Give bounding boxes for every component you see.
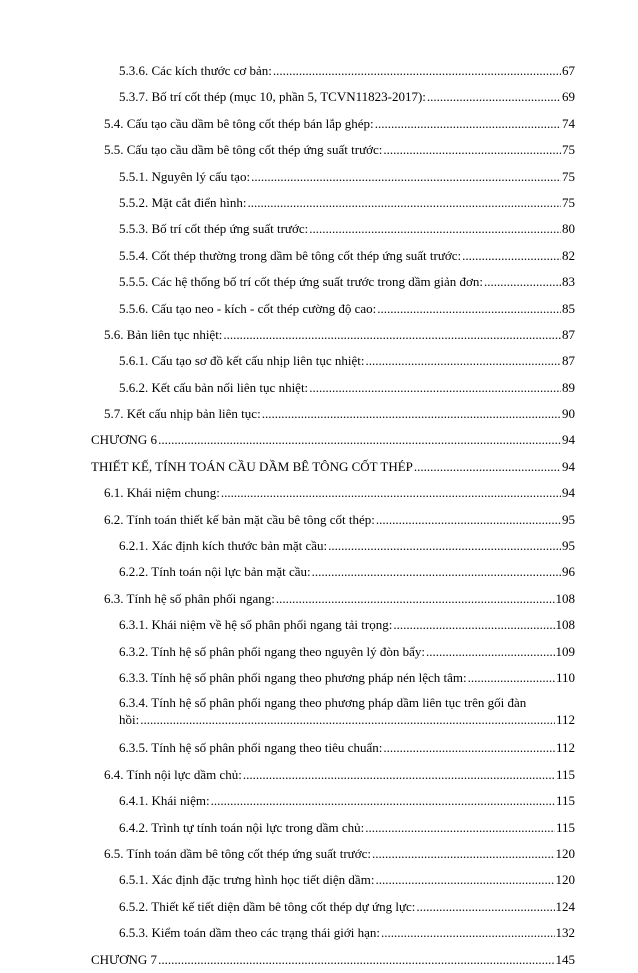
toc-entry[interactable] xyxy=(0,735,638,761)
toc-entry[interactable] xyxy=(0,762,638,788)
toc-entry[interactable] xyxy=(0,920,638,946)
toc-entry-title: 6.2.1. Xác định kích thước bản mặt cầu: xyxy=(119,538,328,554)
toc-entry[interactable] xyxy=(0,867,638,893)
toc-entry-page: 90 xyxy=(562,406,575,422)
toc-entry[interactable] xyxy=(0,296,638,322)
toc-entry-page: 87 xyxy=(562,326,575,342)
toc-entry-title: CHƯƠNG 7 xyxy=(91,951,158,967)
toc-entry[interactable] xyxy=(0,269,638,295)
toc-entry-title: 6.2. Tính toán thiết kế bản mặt cầu bê tông cốt thép: xyxy=(104,511,375,527)
toc-entry[interactable] xyxy=(0,137,638,163)
toc-entry[interactable] xyxy=(0,111,638,137)
toc-entry[interactable] xyxy=(0,164,638,190)
dot-leader xyxy=(462,243,561,269)
dot-leader xyxy=(223,322,561,348)
toc-entry[interactable] xyxy=(0,815,638,841)
toc-entry-title: 6.5. Tính toán dầm bê tông cốt thép ứng suất trước: xyxy=(104,845,371,861)
toc-entry-page: 110 xyxy=(555,669,575,685)
toc-entry[interactable] xyxy=(0,375,638,401)
toc-entry-title: 6.3. Tính hệ số phân phối ngang: xyxy=(104,590,275,606)
toc-entry[interactable] xyxy=(0,586,638,612)
dot-leader xyxy=(484,269,561,295)
toc-entry-page: 108 xyxy=(555,617,575,633)
toc-entry[interactable] xyxy=(0,639,638,665)
dot-leader xyxy=(221,480,561,506)
dot-leader xyxy=(376,507,561,533)
dot-leader xyxy=(312,559,561,585)
dot-leader xyxy=(393,612,554,638)
toc-entry-page: 83 xyxy=(562,274,575,290)
dot-leader xyxy=(381,920,554,946)
toc-entry-page: 108 xyxy=(555,590,575,606)
toc-entry-page: 94 xyxy=(562,432,575,448)
toc-entry-title: 5.5.6. Cấu tạo neo - kích - cốt thép cường độ cao: xyxy=(119,300,377,316)
toc-entry-title: 6.4. Tính nội lực dầm chủ: xyxy=(104,766,242,782)
toc-entry-title: 5.5. Cấu tạo cầu dầm bê tông cốt thép ứng suất trước: xyxy=(104,142,383,158)
toc-entry[interactable] xyxy=(0,322,638,348)
toc-entry-page: 124 xyxy=(555,898,575,914)
toc-entry-title: CHƯƠNG 6 xyxy=(91,432,158,448)
toc-entry-page: 74 xyxy=(562,115,575,131)
toc-entry[interactable] xyxy=(0,507,638,533)
toc-entry[interactable] xyxy=(0,84,638,110)
toc-entry-page: 89 xyxy=(562,379,575,395)
toc-entry-title: 6.3.3. Tính hệ số phân phối ngang theo phương pháp nén lệch tâm: xyxy=(119,669,467,685)
toc-entry-title: 5.6.1. Cấu tạo sơ đồ kết cấu nhịp liên tục nhiệt: xyxy=(119,353,365,369)
dot-leader xyxy=(372,841,555,867)
toc-entry-page: 145 xyxy=(555,951,575,967)
dot-leader xyxy=(276,586,555,612)
dot-leader xyxy=(262,401,561,427)
toc-entry-page: 132 xyxy=(555,925,575,941)
dot-leader xyxy=(375,867,554,893)
toc-entry-title: 5.3.6. Các kích thước cơ bản: xyxy=(119,63,272,78)
toc-entry-page: 112 xyxy=(555,712,575,728)
toc-entry-title: 6.3.2. Tính hệ số phân phối ngang theo nguyên lý đòn bẩy: xyxy=(119,643,425,659)
toc-entry-page: 69 xyxy=(562,89,575,105)
toc-chapter-entry[interactable] xyxy=(0,947,638,973)
toc-entry-title: 5.5.3. Bố trí cốt thép ứng suất trước: xyxy=(119,221,309,237)
toc-entry-page: 120 xyxy=(555,845,575,861)
toc-entry[interactable] xyxy=(0,665,638,691)
toc-entry-page: 94 xyxy=(562,458,575,474)
toc-entry-page: 115 xyxy=(555,766,575,782)
toc-chapter-entry[interactable] xyxy=(0,427,638,453)
toc-entry[interactable] xyxy=(0,480,638,506)
toc-entry[interactable] xyxy=(0,190,638,216)
toc-entry-page: 95 xyxy=(562,511,575,527)
dot-leader xyxy=(247,190,561,216)
toc-entry-page: 95 xyxy=(562,538,575,554)
toc-entry-page: 85 xyxy=(562,300,575,316)
toc-entry-title: 5.5.4. Cốt thép thường trong dầm bê tông cốt thép ứng suất trước: xyxy=(119,247,462,263)
dot-leader xyxy=(158,947,554,973)
toc-entry-page: 109 xyxy=(555,643,575,659)
toc-entry[interactable] xyxy=(0,612,638,638)
dot-leader xyxy=(158,427,561,453)
toc-entry-page: 94 xyxy=(562,485,575,501)
toc-entry[interactable] xyxy=(0,691,638,735)
toc-entry-title: 6.1. Khái niệm chung: xyxy=(104,485,220,501)
dot-leader xyxy=(377,296,561,322)
toc-entry-title: 6.2.2. Tính toán nội lực bản mặt cầu: xyxy=(119,564,311,580)
toc-entry-page: 75 xyxy=(562,194,575,210)
dot-leader xyxy=(366,348,561,374)
toc-entry[interactable] xyxy=(0,348,638,374)
dot-leader xyxy=(328,533,561,559)
toc-entry-page: 96 xyxy=(562,564,575,580)
toc-chapter-title-entry[interactable] xyxy=(0,454,638,480)
toc-entry-page: 112 xyxy=(555,740,575,756)
toc-entry-title: 6.4.2. Trình tự tính toán nội lực trong dầm chủ: xyxy=(119,819,365,835)
toc-entry-title: 6.5.1. Xác định đặc trưng hình học tiết diện dầm: xyxy=(119,872,375,888)
toc-entry-title-continued: hồi: xyxy=(119,712,140,728)
toc-entry-title: 5.5.1. Nguyên lý cấu tạo: xyxy=(119,168,251,184)
toc-entry[interactable] xyxy=(0,216,638,242)
toc-entry[interactable] xyxy=(0,559,638,585)
toc-entry[interactable] xyxy=(0,401,638,427)
dot-leader xyxy=(383,137,561,163)
toc-entry-page: 67 xyxy=(562,63,575,78)
toc-entry[interactable] xyxy=(0,894,638,920)
toc-entry-title: 6.5.2. Thiết kế tiết diện dầm bê tông cốt thép dự ứng lực: xyxy=(119,898,416,914)
dot-leader xyxy=(140,711,555,728)
toc-entry-page: 75 xyxy=(562,142,575,158)
toc-entry[interactable] xyxy=(0,243,638,269)
toc-entry-title: 5.6. Bản liên tục nhiệt: xyxy=(104,326,223,342)
toc-entry-page: 120 xyxy=(555,872,575,888)
toc-entry-title: 6.3.5. Tính hệ số phân phối ngang theo tiêu chuẩn: xyxy=(119,740,383,756)
dot-leader xyxy=(468,665,555,691)
table-of-contents xyxy=(0,58,638,973)
toc-entry-title: 6.3.1. Khái niệm về hệ số phân phối ngang tải trọng: xyxy=(119,617,393,633)
toc-entry-title: 5.5.2. Mặt cắt điển hình: xyxy=(119,194,247,210)
toc-entry[interactable] xyxy=(0,533,638,559)
toc-entry-page: 75 xyxy=(562,168,575,184)
dot-leader xyxy=(211,788,555,814)
toc-entry-title: 6.5.3. Kiểm toán dầm theo các trạng thái giới hạn: xyxy=(119,925,381,941)
dot-leader xyxy=(243,762,555,788)
dot-leader xyxy=(383,735,555,761)
toc-entry[interactable] xyxy=(0,58,638,84)
toc-entry-page: 115 xyxy=(555,819,575,835)
toc-entry-title: 5.3.7. Bố trí cốt thép (mục 10, phần 5, TCVN11823-2017): xyxy=(119,89,426,105)
toc-entry-page: 82 xyxy=(562,247,575,263)
toc-entry-title: 5.5.5. Các hệ thống bố trí cốt thép ứng suất trước trong dầm giản đơn: xyxy=(119,274,483,290)
dot-leader xyxy=(416,894,554,920)
toc-entry-title: THIẾT KẾ, TÍNH TOÁN CẦU DẦM BÊ TÔNG CỐT THÉP xyxy=(91,458,413,474)
toc-entry[interactable] xyxy=(0,788,638,814)
dot-leader xyxy=(273,58,561,84)
dot-leader xyxy=(426,639,555,665)
dot-leader xyxy=(427,84,561,110)
toc-entry-title: 5.4. Cấu tạo cầu dầm bê tông cốt thép bán lắp ghép: xyxy=(104,115,374,131)
dot-leader xyxy=(251,164,561,190)
dot-leader xyxy=(375,111,561,137)
toc-entry-title: 6.3.4. Tính hệ số phân phối ngang theo phương pháp dầm liên tục trên gối đàn xyxy=(119,695,527,711)
dot-leader xyxy=(309,216,561,242)
toc-entry[interactable] xyxy=(0,841,638,867)
dot-leader xyxy=(309,375,561,401)
dot-leader xyxy=(414,454,561,480)
dot-leader xyxy=(365,815,555,841)
toc-entry-title: 5.6.2. Kết cấu bản nối liên tục nhiệt: xyxy=(119,379,309,395)
toc-entry-title: 6.4.1. Khái niệm: xyxy=(119,793,210,809)
toc-entry-page: 115 xyxy=(555,793,575,809)
toc-entry-page: 80 xyxy=(562,221,575,237)
toc-entry-page: 87 xyxy=(562,353,575,369)
toc-entry-title: 5.7. Kết cấu nhịp bản liên tục: xyxy=(104,406,261,422)
